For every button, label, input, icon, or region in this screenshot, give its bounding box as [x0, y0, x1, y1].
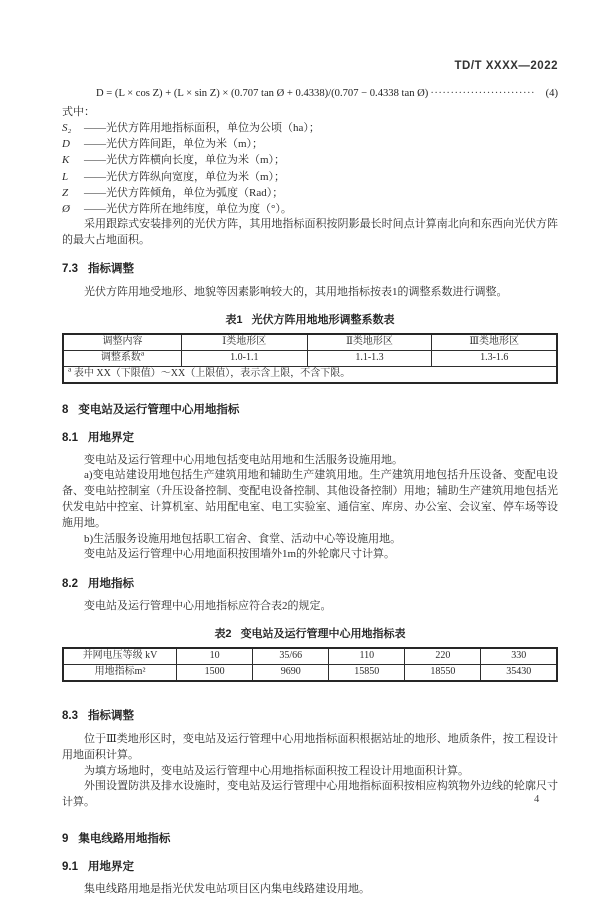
- paragraph: 外围设置防洪及排水设施时，变电站及运行管理中心用地指标面积按相应构筑物外边线的轮廓尺寸计算。: [62, 780, 558, 809]
- section-number: 8: [62, 403, 69, 416]
- table2-value-cell: 220: [405, 648, 481, 665]
- paragraph: 变电站及运行管理中心用地指标应符合表2的规定。: [84, 600, 332, 613]
- equation-4: [62, 88, 558, 99]
- equation-expression: D = (L × cos Z) + (L × sin Z) × (0.707 tan Ø + 0.4338)/(0.707 − 0.4338 tan Ø): [96, 88, 429, 99]
- paragraph: b)生活服务设施用地包括职工宿舍、食堂、活动中心等设施用地。: [84, 532, 402, 545]
- row-label-text: 调整系数: [100, 352, 141, 364]
- table1-header-row: [63, 334, 557, 351]
- table1-caption-title: 光伏方阵用地地形调整系数表: [251, 313, 395, 326]
- section-8-3-heading: [62, 709, 558, 723]
- symbol-definition: [62, 169, 558, 185]
- table1-value-cell: 1.0-1.1: [182, 350, 307, 366]
- symbol-definition: [62, 136, 558, 152]
- section-title: 用地界定: [88, 860, 134, 873]
- table1-footnote-row: [63, 366, 557, 383]
- table2-caption: [62, 625, 558, 641]
- section-8-1-body: [62, 453, 558, 564]
- paragraph: 变电站及运行管理中心用地面积按围墙外1m的外轮廓尺寸计算。: [84, 548, 396, 561]
- paragraph: 位于Ⅲ类地形区时，变电站及运行管理中心用地指标面积根据站址的地形、地质条件，按工程设计用地面积计算。: [62, 732, 558, 761]
- table1-caption-label: 表1: [225, 313, 243, 326]
- section-8-heading: [62, 403, 558, 417]
- symbol-definition: [62, 120, 558, 136]
- symbol-description: ——光伏方阵用地指标面积，单位为公顷（ha）；: [84, 122, 320, 134]
- section-title: 用地界定: [88, 431, 134, 444]
- table2-value-cell: 18550: [405, 664, 481, 681]
- table1-header-cell: Ⅰ类地形区: [182, 334, 307, 351]
- section-title: 用地指标: [88, 578, 134, 591]
- table2-row-label: 用地指标m²: [63, 664, 177, 681]
- symbol: D: [62, 138, 70, 151]
- section-9-heading: [62, 832, 558, 846]
- symbol-description: ——光伏方阵所在地纬度，单位为度（°）。: [84, 203, 292, 216]
- footnote-marker: a: [68, 364, 72, 374]
- table1-value-cell: 1.1-1.3: [307, 350, 432, 366]
- table1-data-row: [63, 350, 557, 366]
- table2-caption-title: 变电站及运行管理中心用地指标表: [240, 627, 406, 640]
- symbol-definition: [62, 185, 558, 201]
- section-title: 变电站及运行管理中心用地指标: [78, 403, 240, 416]
- section-8-2-heading: [62, 577, 558, 591]
- section-number: 8.3: [62, 709, 78, 722]
- table1-value-cell: 1.3-1.6: [432, 350, 557, 366]
- section-8-1-heading: [62, 431, 558, 445]
- table1-header-cell: Ⅱ类地形区: [307, 334, 432, 351]
- section-title: 指标调整: [88, 262, 134, 275]
- paragraph: 采用跟踪式安装排列的光伏方阵，其用地指标面积按阴影最长时间点计算南北向和东西向光伏方阵的最大占地面积。: [62, 218, 558, 247]
- paragraph: 变电站及运行管理中心用地包括变电站用地和生活服务设施用地。: [84, 453, 403, 466]
- symbol: S₂: [62, 122, 72, 134]
- table2: [62, 647, 558, 682]
- table2-value-cell: 35/66: [253, 648, 329, 665]
- table2-value-cell: 1500: [177, 664, 253, 681]
- where-clause-intro: 式中：: [62, 106, 95, 118]
- footnote-marker: a: [140, 348, 145, 358]
- paragraph: 为填方场地时，变电站及运行管理中心用地指标面积按工程设计用地面积计算。: [84, 764, 469, 777]
- table1: [62, 333, 558, 384]
- table2-value-cell: 9690: [253, 664, 329, 681]
- table1-footnote: [63, 366, 557, 383]
- table2-caption-label: 表2: [214, 627, 232, 640]
- running-header: [62, 56, 558, 72]
- symbol-description: ——光伏方阵横向长度，单位为米（m）；: [84, 154, 286, 167]
- section-number: 9: [62, 832, 69, 845]
- symbol-description: ——光伏方阵倾角，单位为弧度（Rad）；: [84, 186, 284, 199]
- paragraph: a)变电站建设用地包括生产建筑用地和辅助生产建筑用地。生产建筑用地包括升压设备、变配电设备、变电站控制室（升压设备控制、变配电设备控制、其他设备控制）用地；辅助生产建筑用地包括光伏发电站中控室、计算机室、站用配电室、电工实验室、通信室、库房、办公室、会议室、停车场等设施用地。: [62, 469, 558, 529]
- symbol: K: [62, 154, 70, 167]
- symbol: L: [62, 170, 69, 183]
- equation-number: (4): [545, 88, 558, 99]
- table2-row-index: [63, 664, 557, 681]
- table2-value-cell: 110: [329, 648, 405, 665]
- symbol-description: ——光伏方阵纵向宽度，单位为米（m）；: [84, 170, 286, 183]
- table2-value-cell: 330: [481, 648, 557, 665]
- symbol-definition: [62, 152, 558, 168]
- section-9-1-heading: [62, 860, 558, 874]
- section-number: 8.1: [62, 431, 78, 444]
- equation-leader-dots: ··························: [430, 88, 536, 99]
- table1-header-cell: Ⅲ类地形区: [432, 334, 557, 351]
- section-number: 7.3: [62, 262, 78, 275]
- paragraph: 集电线路用地是指光伏发电站项目区内集电线路建设用地。: [84, 882, 370, 895]
- symbol-definition: [62, 201, 558, 217]
- section-number: 9.1: [62, 860, 78, 873]
- table2-value-cell: 10: [177, 648, 253, 665]
- symbol: Z: [62, 186, 69, 199]
- section-title: 集电线路用地指标: [78, 832, 171, 845]
- table1-header-cell: 调整内容: [63, 334, 182, 351]
- section-title: 指标调整: [88, 709, 134, 722]
- section-7-3-heading: [62, 262, 558, 276]
- symbol-definition-list: [62, 120, 558, 217]
- section-number: 8.2: [62, 578, 78, 591]
- table2-value-cell: 15850: [329, 664, 405, 681]
- symbol: Ø: [62, 203, 70, 216]
- footnote-text: 表中 XX（下限值）～XX（上限值），表示含上限，不含下限。: [73, 368, 351, 380]
- table1-row-label: [63, 350, 182, 366]
- page-number: 4: [534, 794, 540, 805]
- table2-row-voltage: [63, 648, 557, 665]
- table1-caption: [62, 311, 558, 327]
- section-8-3-body: [62, 732, 558, 811]
- doc-code: TD/T XXXX—2022: [454, 60, 558, 72]
- paragraph: 光伏方阵用地受地形、地貌等因素影响较大的，其用地指标按表1的调整系数进行调整。: [84, 285, 508, 298]
- symbol-description: ——光伏方阵间距，单位为米（m）；: [84, 138, 264, 151]
- table2-row-label: 并网电压等级 kV: [63, 648, 177, 665]
- page-content: [62, 56, 558, 898]
- table2-value-cell: 35430: [481, 664, 557, 681]
